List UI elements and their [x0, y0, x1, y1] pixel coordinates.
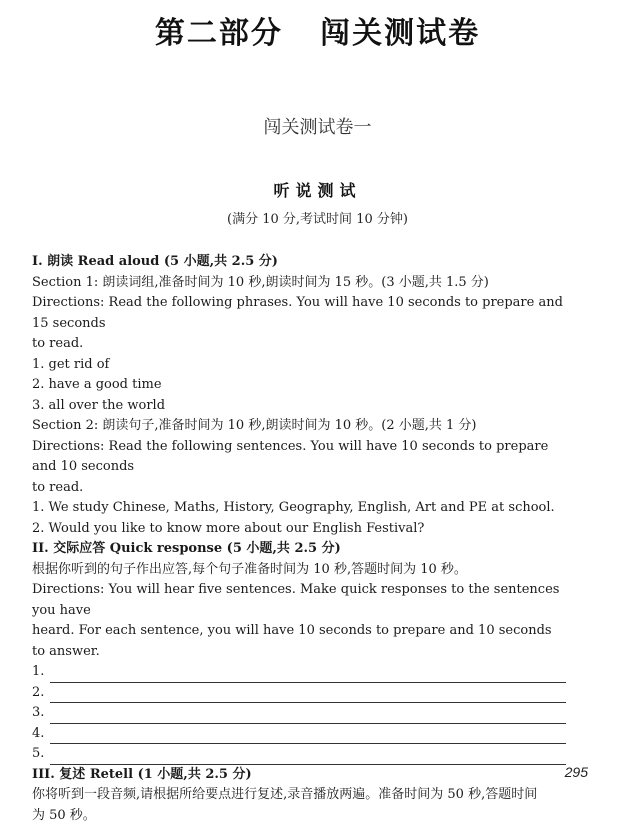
section1-part2-directions-cont: to read. — [32, 478, 568, 499]
section2-instruction: 根据你听到的句子作出应答,每个句子准备时间为 10 秒,答题时间为 10 秒。 — [32, 560, 568, 581]
phrase-item: 1. get rid of — [32, 355, 568, 376]
answer-blank-row[interactable] — [32, 724, 568, 745]
section1-part2-instruction: Section 2: 朗读句子,准备时间为 10 秒,朗读时间为 10 秒。(2 小题,共 1 分) — [32, 416, 568, 437]
answer-blank-row[interactable] — [32, 683, 568, 704]
answer-blank-number: 1. — [32, 662, 50, 683]
section3-heading: III. 复述 Retell (1 小题,共 2.5 分) — [32, 765, 568, 786]
part-title: 第二部分 闯关测试卷 — [0, 8, 635, 52]
section2-directions: Directions: You will hear five sentences. Make quick responses to the sentences you have — [32, 580, 568, 621]
exam-content — [32, 252, 568, 826]
section2-directions-cont: heard. For each sentence, you will have 10 seconds to prepare and 10 seconds to answer. — [32, 621, 568, 662]
section3-instruction: 你将听到一段音频,请根据所给要点进行复述,录音播放两遍。准备时间为 50 秒,答题时间 — [32, 785, 568, 806]
score-note: (满分 10 分,考试时间 10 分钟) — [0, 208, 635, 227]
answer-blank-row[interactable] — [32, 744, 568, 765]
section1-part1-directions-cont: to read. — [32, 334, 568, 355]
sentence-item: 2. Would you like to know more about our English Festival? — [32, 519, 568, 540]
section1-heading: I. 朗读 Read aloud (5 小题,共 2.5 分) — [32, 252, 568, 273]
answer-blank-line[interactable] — [50, 670, 566, 683]
section1-part2-directions: Directions: Read the following sentences. You will have 10 seconds to prepare and 10 seconds — [32, 437, 568, 478]
answer-blank-row[interactable] — [32, 662, 568, 683]
answer-blank-line[interactable] — [50, 752, 566, 765]
answer-blank-number: 2. — [32, 683, 50, 704]
answer-blank-number: 5. — [32, 744, 50, 765]
page-number: 295 — [548, 764, 588, 780]
section2-heading: II. 交际应答 Quick response (5 小题,共 2.5 分) — [32, 539, 568, 560]
section3-instruction-cont: 为 50 秒。 — [32, 806, 568, 826]
answer-blank-line[interactable] — [50, 711, 566, 724]
answer-blank-row[interactable] — [32, 703, 568, 724]
answer-blank-number: 3. — [32, 703, 50, 724]
answer-blank-line[interactable] — [50, 731, 566, 744]
sentence-item: 1. We study Chinese, Maths, History, Geography, English, Art and PE at school. — [32, 498, 568, 519]
answer-blank-line[interactable] — [50, 690, 566, 703]
phrase-item: 2. have a good time — [32, 375, 568, 396]
section1-part1-instruction: Section 1: 朗读词组,准备时间为 10 秒,朗读时间为 15 秒。(3 小题,共 1.5 分) — [32, 273, 568, 294]
test-title: 闯关测试卷一 — [0, 113, 635, 139]
section1-part1-directions: Directions: Read the following phrases. You will have 10 seconds to prepare and 15 seconds — [32, 293, 568, 334]
answer-blank-number: 4. — [32, 724, 50, 745]
phrase-item: 3. all over the world — [32, 396, 568, 417]
sub-title: 听说测试 — [0, 178, 635, 201]
